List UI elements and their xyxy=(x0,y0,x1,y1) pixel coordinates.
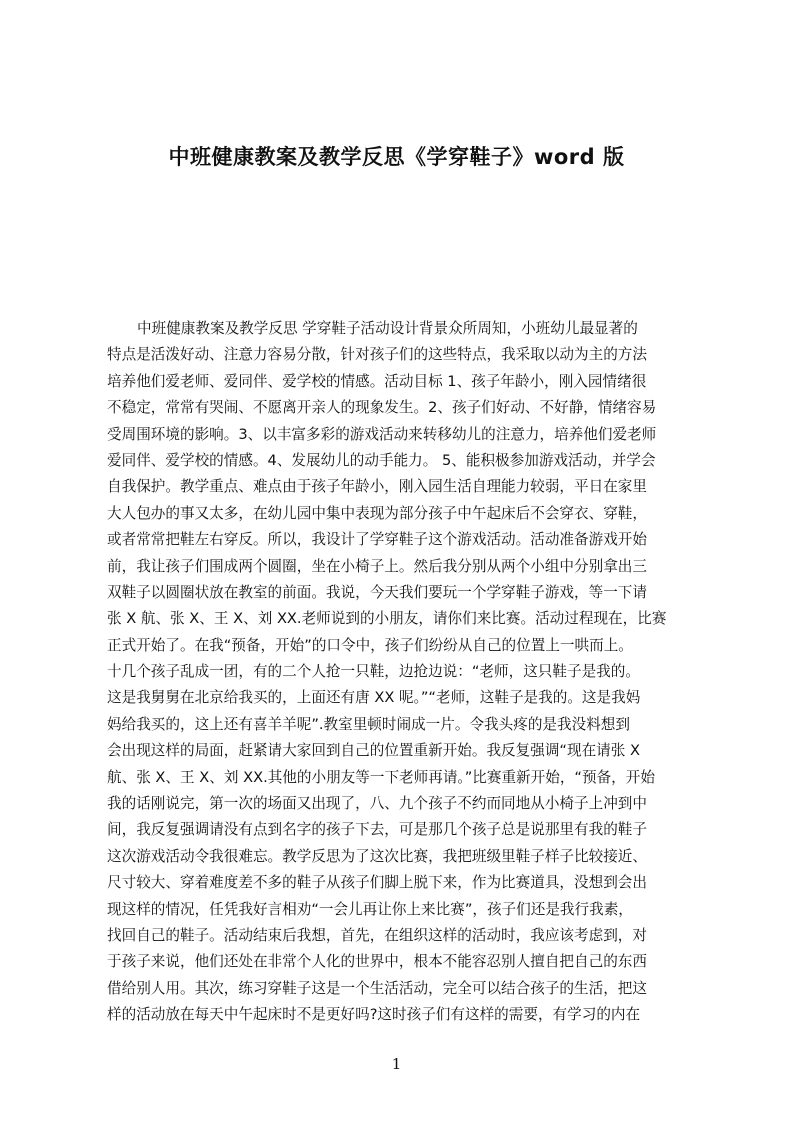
text-line: 会出现这样的局面，赶紧请大家回到自己的位置重新开始。我反复强调“现在请张 X xyxy=(107,742,640,760)
text-line: 爱同伴、爱学校的情感。4、发展幼儿的动手能力。 5、能积极参加游戏活动，并学会 xyxy=(107,451,656,469)
text-line: 这是我舅舅在北京给我买的，上面还有唐 XX 呢。”“老师，这鞋子是我的。这是我妈 xyxy=(107,689,641,707)
text-line: 现这样的情况，任凭我好言相劝“一会儿再让你上来比赛”，孩子们还是我行我素， xyxy=(107,900,633,918)
page-number: 1 xyxy=(391,1055,402,1073)
text-line: 于孩子来说，他们还处在非常个人化的世界中，根本不能容忍别人擅自把自己的东西 xyxy=(107,953,647,971)
text-line: 不稳定，常常有哭闹、不愿离开亲人的现象发生。2、孩子们好动、不好静，情绪容易 xyxy=(107,399,657,417)
text-line: 张 X 航、张 X、王 X、刘 XX.老师说到的小朋友，请你们来比赛。活动过程现在，比赛 xyxy=(107,610,667,628)
text-line: 这次游戏活动令我很难忘。教学反思为了这次比赛，我把班级里鞋子样子比较接近、 xyxy=(107,847,647,865)
text-line: 尺寸较大、穿着难度差不多的鞋子从孩子们脚上脱下来，作为比赛道具，没想到会出 xyxy=(107,874,647,892)
text-line: 大人包办的事又太多，在幼儿园中集中表现为部分孩子中午起床后不会穿衣、穿鞋， xyxy=(107,504,647,522)
text-line: 样的活动放在每天中午起床时不是更好吗?这时孩子们有这样的需要，有学习的内在 xyxy=(107,1006,641,1024)
text-line: 自我保护。教学重点、难点由于孩子年龄小，刚入园生活自理能力较弱，平日在家里 xyxy=(107,478,647,496)
text-line: 正式开始了。在我“预备，开始”的口令中，孩子们纷纷从自己的位置上一哄而上。 xyxy=(107,636,633,654)
text-line: 受周围环境的影响。3、以丰富多彩的游戏活动来转移幼儿的注意力，培养他们爱老师 xyxy=(107,425,657,443)
text-line: 十几个孩子乱成一团，有的二个人抢一只鞋，边抢边说：“老师，这只鞋子是我的。 xyxy=(107,663,640,681)
text-line: 航、张 X、王 X、刘 XX.其他的小朋友等一下老师再请。”比赛重新开始，“预备，开始 xyxy=(107,768,655,786)
text-line: 或者常常把鞋左右穿反。所以，我设计了学穿鞋子这个游戏活动。活动准备游戏开始 xyxy=(107,531,647,549)
text-line: 借给别人用。其次，练习穿鞋子这是一个生活活动，完全可以结合孩子的生活，把这 xyxy=(107,979,647,997)
text-line: 前，我让孩子们围成两个圆圈，坐在小椅子上。然后我分别从两个小组中分别拿出三 xyxy=(107,557,647,575)
text-line: 找回自己的鞋子。活动结束后我想，首先，在组织这样的活动时，我应该考虑到，对 xyxy=(107,926,647,944)
text-line: 中班健康教案及教学反思 学穿鞋子活动设计背景众所周知，小班幼儿最显著的 xyxy=(137,320,638,337)
text-line: 间，我反复强调请没有点到名字的孩子下去，可是那几个孩子总是说那里有我的鞋子 xyxy=(107,821,647,839)
document-title: 中班健康教案及教学反思《学穿鞋子》word 版 xyxy=(168,145,625,169)
text-line: 双鞋子以圆圈状放在教室的前面。我说，今天我们要玩一个学穿鞋子游戏，等一下请 xyxy=(107,583,647,601)
text-line: 我的话刚说完，第一次的场面又出现了，八、九个孩子不约而同地从小椅子上冲到中 xyxy=(107,795,647,813)
body-paragraph xyxy=(107,316,697,1029)
text-line: 培养他们爱老师、爱同伴、爱学校的情感。活动目标 1、孩子年龄小，刚入园情绪很 xyxy=(107,372,647,390)
text-line: 特点是活泼好动、注意力容易分散，针对孩子们的这些特点，我采取以动为主的方法 xyxy=(107,346,647,364)
text-line: 妈给我买的，这上还有喜羊羊呢”.教室里顿时闹成一片。令我头疼的是我没料想到 xyxy=(107,715,630,733)
